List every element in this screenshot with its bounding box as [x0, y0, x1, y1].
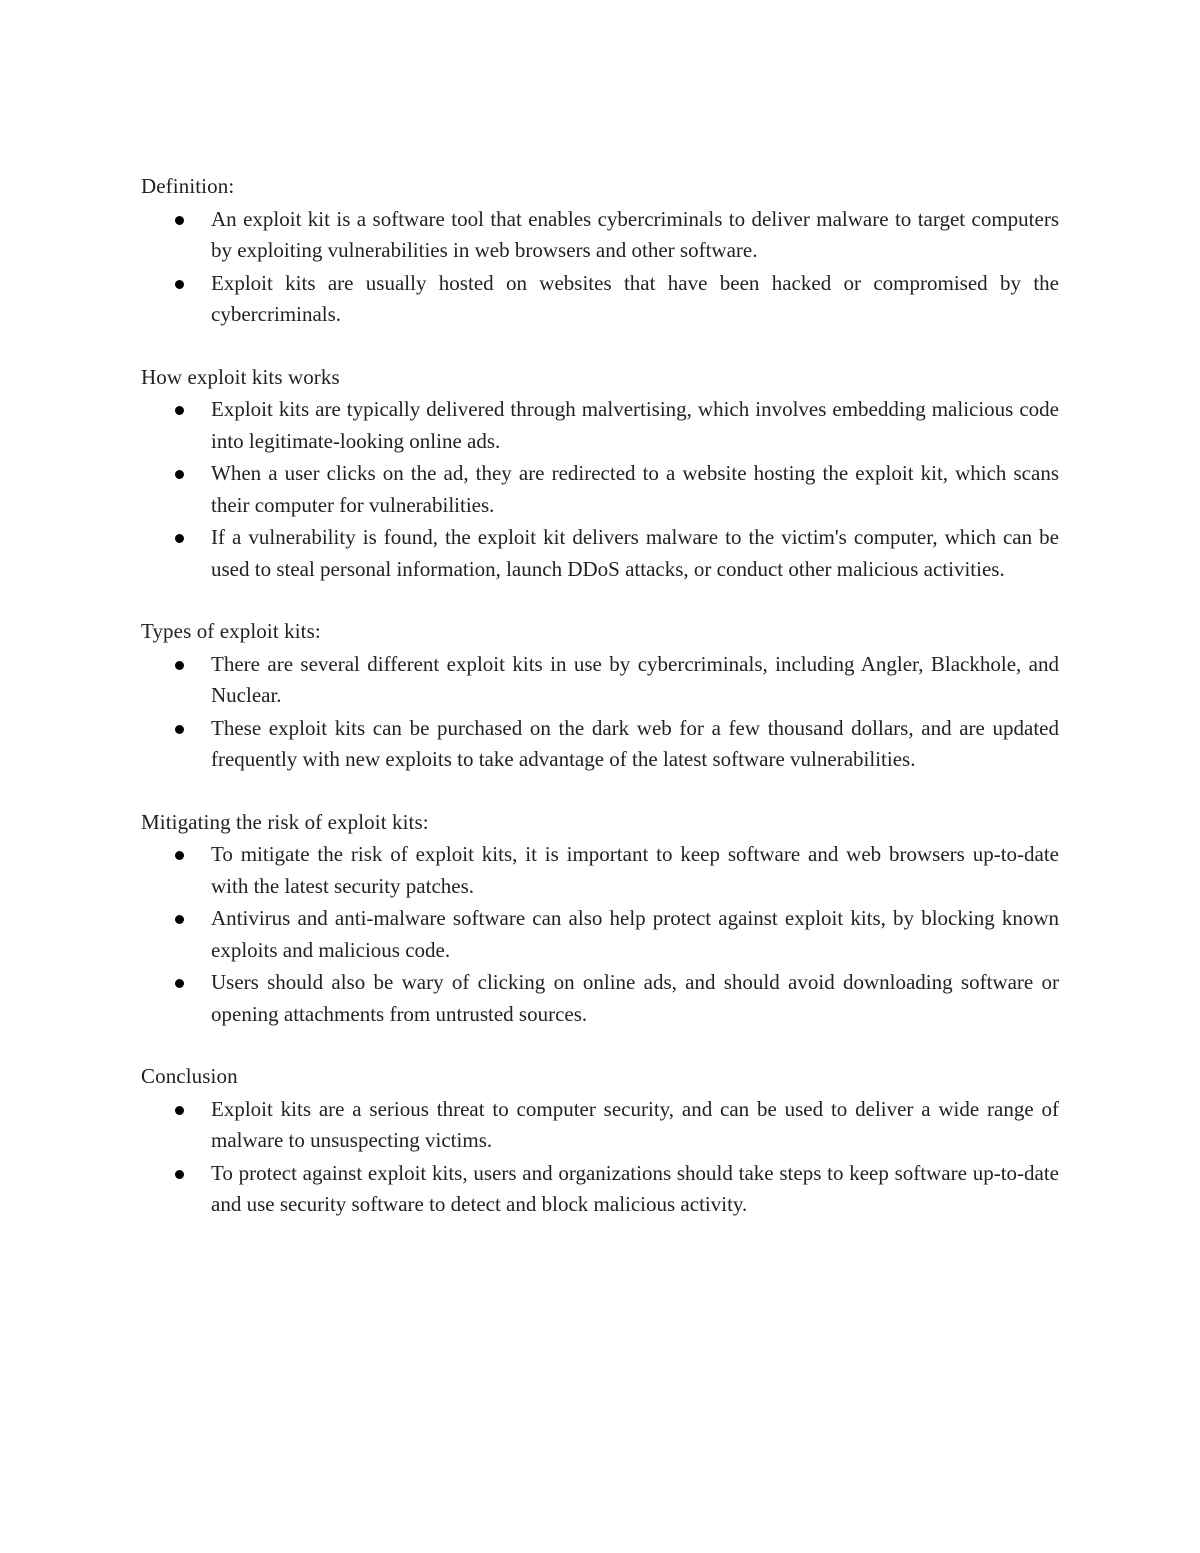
section-heading: Definition: — [141, 174, 235, 198]
bullet-list — [141, 204, 1059, 331]
section-how-exploit-kits-work — [141, 362, 1059, 586]
section-heading: Conclusion — [141, 1064, 238, 1088]
list-item — [141, 1094, 1059, 1157]
section-heading: Mitigating the risk of exploit kits: — [141, 809, 429, 834]
bullet-list — [141, 394, 1059, 585]
section-types-of-exploit-kits — [141, 616, 1059, 776]
bullet-list — [141, 1094, 1059, 1221]
bullet-icon — [175, 725, 184, 734]
bullet-icon — [175, 915, 184, 924]
section-definition — [141, 171, 1059, 331]
bullet-icon — [175, 470, 184, 479]
bullet-icon — [175, 661, 184, 670]
list-item — [141, 394, 1059, 457]
list-item — [141, 522, 1059, 585]
list-item — [141, 713, 1059, 776]
section-conclusion — [141, 1061, 1059, 1221]
list-item — [141, 903, 1059, 966]
list-item-text: Users should also be wary of clicking on online ads, and should avoid downloading software or opening attachments from untrusted sources. — [211, 970, 1059, 1026]
bullet-icon — [175, 216, 184, 225]
list-item-text: To protect against exploit kits, users and organizations should take steps to keep software up-to-date and use security software to detect and block malicious activity. — [211, 1160, 1059, 1216]
bullet-icon — [175, 851, 184, 860]
list-item — [141, 204, 1059, 267]
bullet-icon — [175, 534, 184, 543]
bullet-list — [141, 649, 1059, 776]
bullet-list — [141, 839, 1059, 1030]
list-item — [141, 967, 1059, 1030]
section-heading: Types of exploit kits: — [141, 619, 321, 643]
list-item — [141, 458, 1059, 521]
list-item-text: If a vulnerability is found, the exploit kit delivers malware to the victim's computer, which can be used to steal personal information, launch DDoS attacks, or conduct other malicious activities. — [211, 525, 1059, 581]
list-item-text: An exploit kit is a software tool that enables cybercriminals to deliver malware to target computers by exploiting vulnerabilities in web browsers and other software. — [211, 206, 1059, 262]
section-heading: How exploit kits works — [141, 364, 340, 389]
list-item-text: When a user clicks on the ad, they are redirected to a website hosting the exploit kit, which scans their computer for vulnerabilities. — [211, 461, 1059, 517]
list-item — [141, 839, 1059, 902]
bullet-icon — [175, 406, 184, 415]
list-item-text: Exploit kits are usually hosted on websites that have been hacked or compromised by the cybercriminals. — [211, 270, 1059, 326]
bullet-icon — [175, 979, 184, 988]
list-item-text: Antivirus and anti-malware software can also help protect against exploit kits, by blocking known exploits and malicious code. — [211, 906, 1059, 962]
section-mitigating-risk — [141, 807, 1059, 1031]
document-page — [141, 171, 1059, 1252]
list-item-text: Exploit kits are a serious threat to computer security, and can be used to deliver a wide range of malware to unsuspecting victims. — [211, 1096, 1059, 1152]
bullet-icon — [175, 1106, 184, 1115]
list-item-text: These exploit kits can be purchased on the dark web for a few thousand dollars, and are updated frequently with new exploits to take advantage of the latest software vulnerabilities. — [211, 715, 1059, 771]
list-item — [141, 1158, 1059, 1221]
list-item — [141, 268, 1059, 331]
list-item-text: There are several different exploit kits in use by cybercriminals, including Angler, Blackhole, and Nuclear. — [211, 651, 1059, 707]
bullet-icon — [175, 280, 184, 289]
list-item-text: To mitigate the risk of exploit kits, it is important to keep software and web browsers up-to-date with the latest security patches. — [211, 842, 1059, 898]
bullet-icon — [175, 1170, 184, 1179]
list-item — [141, 649, 1059, 712]
list-item-text: Exploit kits are typically delivered through malvertising, which involves embedding malicious code into legitimate-looking online ads. — [211, 397, 1059, 453]
